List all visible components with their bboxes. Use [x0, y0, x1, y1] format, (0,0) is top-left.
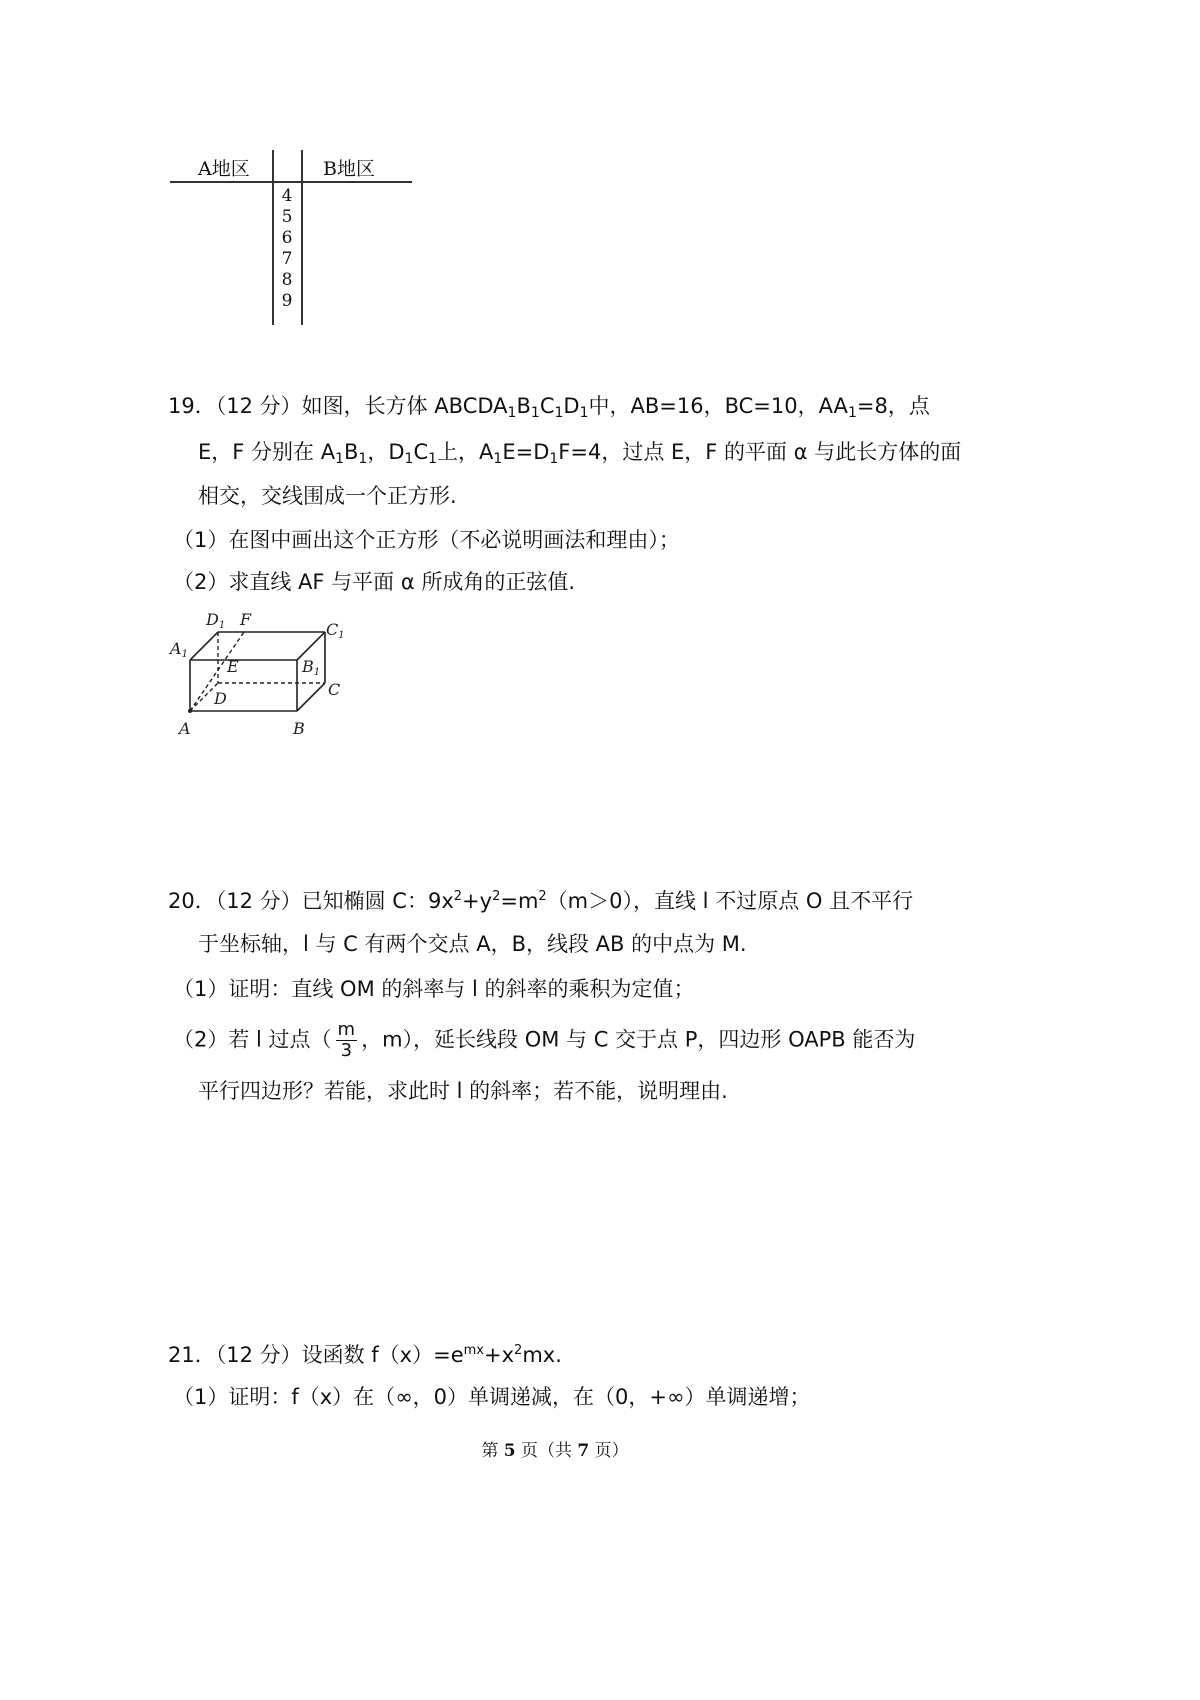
q20-line1: 20．（12 分）已知椭圆 C：$9x^2+y^2=m^2(m>0)$，直线 l 不过原点 O 且不平行	[168, 889, 914, 913]
stem: 5	[281, 207, 293, 227]
label-D: D	[214, 689, 227, 708]
stem-right-line	[301, 150, 303, 325]
q20-line2: 于坐标轴，l 与 C 有两个交点 A，B，线段 AB 的中点为 M.	[198, 932, 747, 956]
stem: 7	[281, 249, 293, 269]
cuboid-figure	[160, 600, 370, 745]
q19-line2: E，F 分别在 A1B1，D1C1上，A1E=D1F=4，过点 E，F 的平面 α 与此长方体的面	[198, 440, 962, 467]
stem-left-line	[272, 150, 274, 325]
edge-A1D1	[190, 632, 218, 660]
q20-part2-line2: 平行四边形？若能，求此时 l 的斜率；若不能，说明理由.	[198, 1079, 728, 1103]
stem: 8	[281, 270, 293, 290]
label-C1: C1	[326, 620, 345, 641]
q21-line1: 21．（12 分）设函数 $f(x)=e^{mx}+x^2mx$.	[168, 1343, 562, 1367]
q19-line1: 19．（12 分）如图，长方体 ABCDA1B1C1D1中，AB=16，BC=10，AA1=8，点	[168, 394, 930, 421]
label-C: C	[328, 680, 341, 699]
q19-part2: （2）求直线 AF 与平面 α 所成角的正弦值.	[173, 570, 576, 594]
label-B: B	[293, 719, 305, 738]
left-header: A地区	[198, 158, 250, 180]
q20-part2-line1: （2）若 l 过点（ $\frac{m}{3}$ ，m），延长线段 OM 与 C 交于点 P，四边形 OAPB 能否为	[173, 1019, 916, 1061]
q21-part1: （1）证明：f（x）在（∞，0）单调递减，在（0，+∞）单调递增；	[173, 1385, 811, 1409]
edge-B1C1	[297, 632, 325, 660]
fraction-m-over-3: $\frac{m}{3}$	[337, 1019, 356, 1061]
label-D1: D1	[206, 610, 226, 631]
q19-line3: 相交，交线围成一个正方形.	[198, 484, 457, 508]
stem: 9	[281, 291, 293, 311]
right-header: B地区	[323, 158, 375, 180]
stem: 4	[281, 186, 293, 206]
stem: 6	[281, 228, 293, 248]
edge-BC	[297, 683, 325, 711]
label-B1: B1	[302, 657, 321, 678]
label-F: F	[240, 610, 252, 629]
q19-part1: （1）在图中画出这个正方形（不必说明画法和理由）；	[173, 528, 680, 552]
label-E: E	[227, 657, 239, 676]
page-total: 7	[577, 1441, 590, 1461]
page-footer: 第 5 页（共 7 页）	[481, 1441, 629, 1461]
label-A: A	[179, 719, 191, 738]
label-A1: A1	[170, 639, 188, 660]
stem-column	[279, 186, 295, 312]
page-number: 5	[503, 1441, 516, 1461]
header-divider	[170, 181, 412, 183]
point-A	[188, 709, 192, 713]
q20-part1: （1）证明：直线 OM 的斜率与 l 的斜率的乘积为定值；	[173, 977, 695, 1001]
